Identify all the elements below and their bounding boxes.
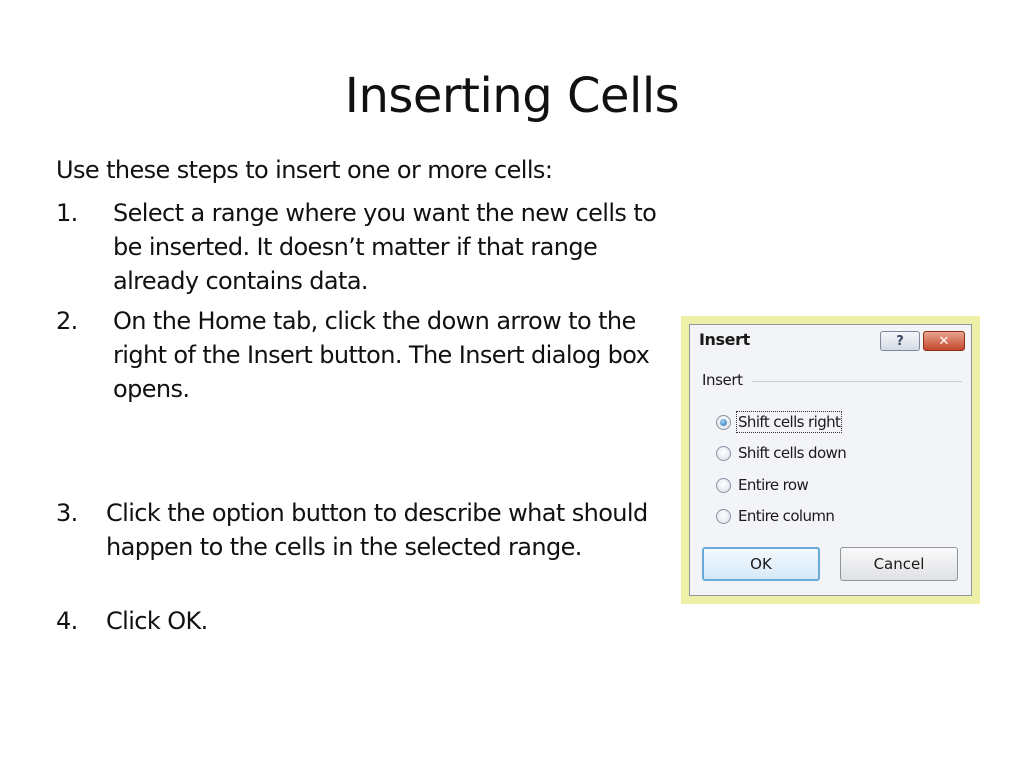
ok-button[interactable]: OK — [702, 547, 820, 581]
cancel-button[interactable]: Cancel — [840, 547, 958, 581]
radio-icon[interactable] — [716, 509, 731, 524]
radio-selected-icon[interactable] — [716, 415, 731, 430]
insert-dialog — [689, 324, 972, 596]
close-button[interactable] — [923, 331, 965, 351]
step-number: 1. — [56, 199, 78, 227]
slide-title: Inserting Cells — [344, 68, 680, 124]
intro-text: Use these steps to insert one or more cells: — [56, 156, 553, 184]
step-text: Click OK. — [106, 607, 208, 635]
step-text: Click the option button to describe what should happen to the cells in the selected range. — [106, 499, 648, 561]
dialog-title: Insert — [699, 330, 750, 349]
help-button[interactable] — [880, 331, 920, 351]
dialog-screenshot-frame — [681, 316, 980, 604]
radio-icon[interactable] — [716, 446, 731, 461]
step-number: 4. — [56, 607, 78, 635]
step-text: Select a range where you want the new cells to be inserted. It doesn’t matter if that range already contains data. — [113, 199, 657, 295]
option-label: Entire column — [738, 507, 835, 525]
step-text: On the Home tab, click the down arrow to the right of the Insert button. The Insert dialog box opens. — [113, 307, 650, 403]
option-entire-row[interactable] — [716, 473, 808, 497]
option-entire-column[interactable] — [716, 504, 834, 528]
group-label: Insert — [702, 371, 743, 389]
step-number: 3. — [56, 499, 78, 527]
group-divider — [752, 381, 962, 382]
close-icon: ✕ — [938, 333, 950, 349]
step-number: 2. — [56, 307, 78, 335]
option-label: Shift cells down — [738, 444, 847, 462]
option-label: Entire row — [738, 476, 809, 494]
help-icon: ? — [896, 333, 904, 349]
option-shift-cells-down[interactable] — [716, 441, 846, 465]
option-label: Shift cells right — [738, 413, 841, 431]
radio-icon[interactable] — [716, 478, 731, 493]
option-shift-cells-right[interactable] — [716, 410, 840, 434]
